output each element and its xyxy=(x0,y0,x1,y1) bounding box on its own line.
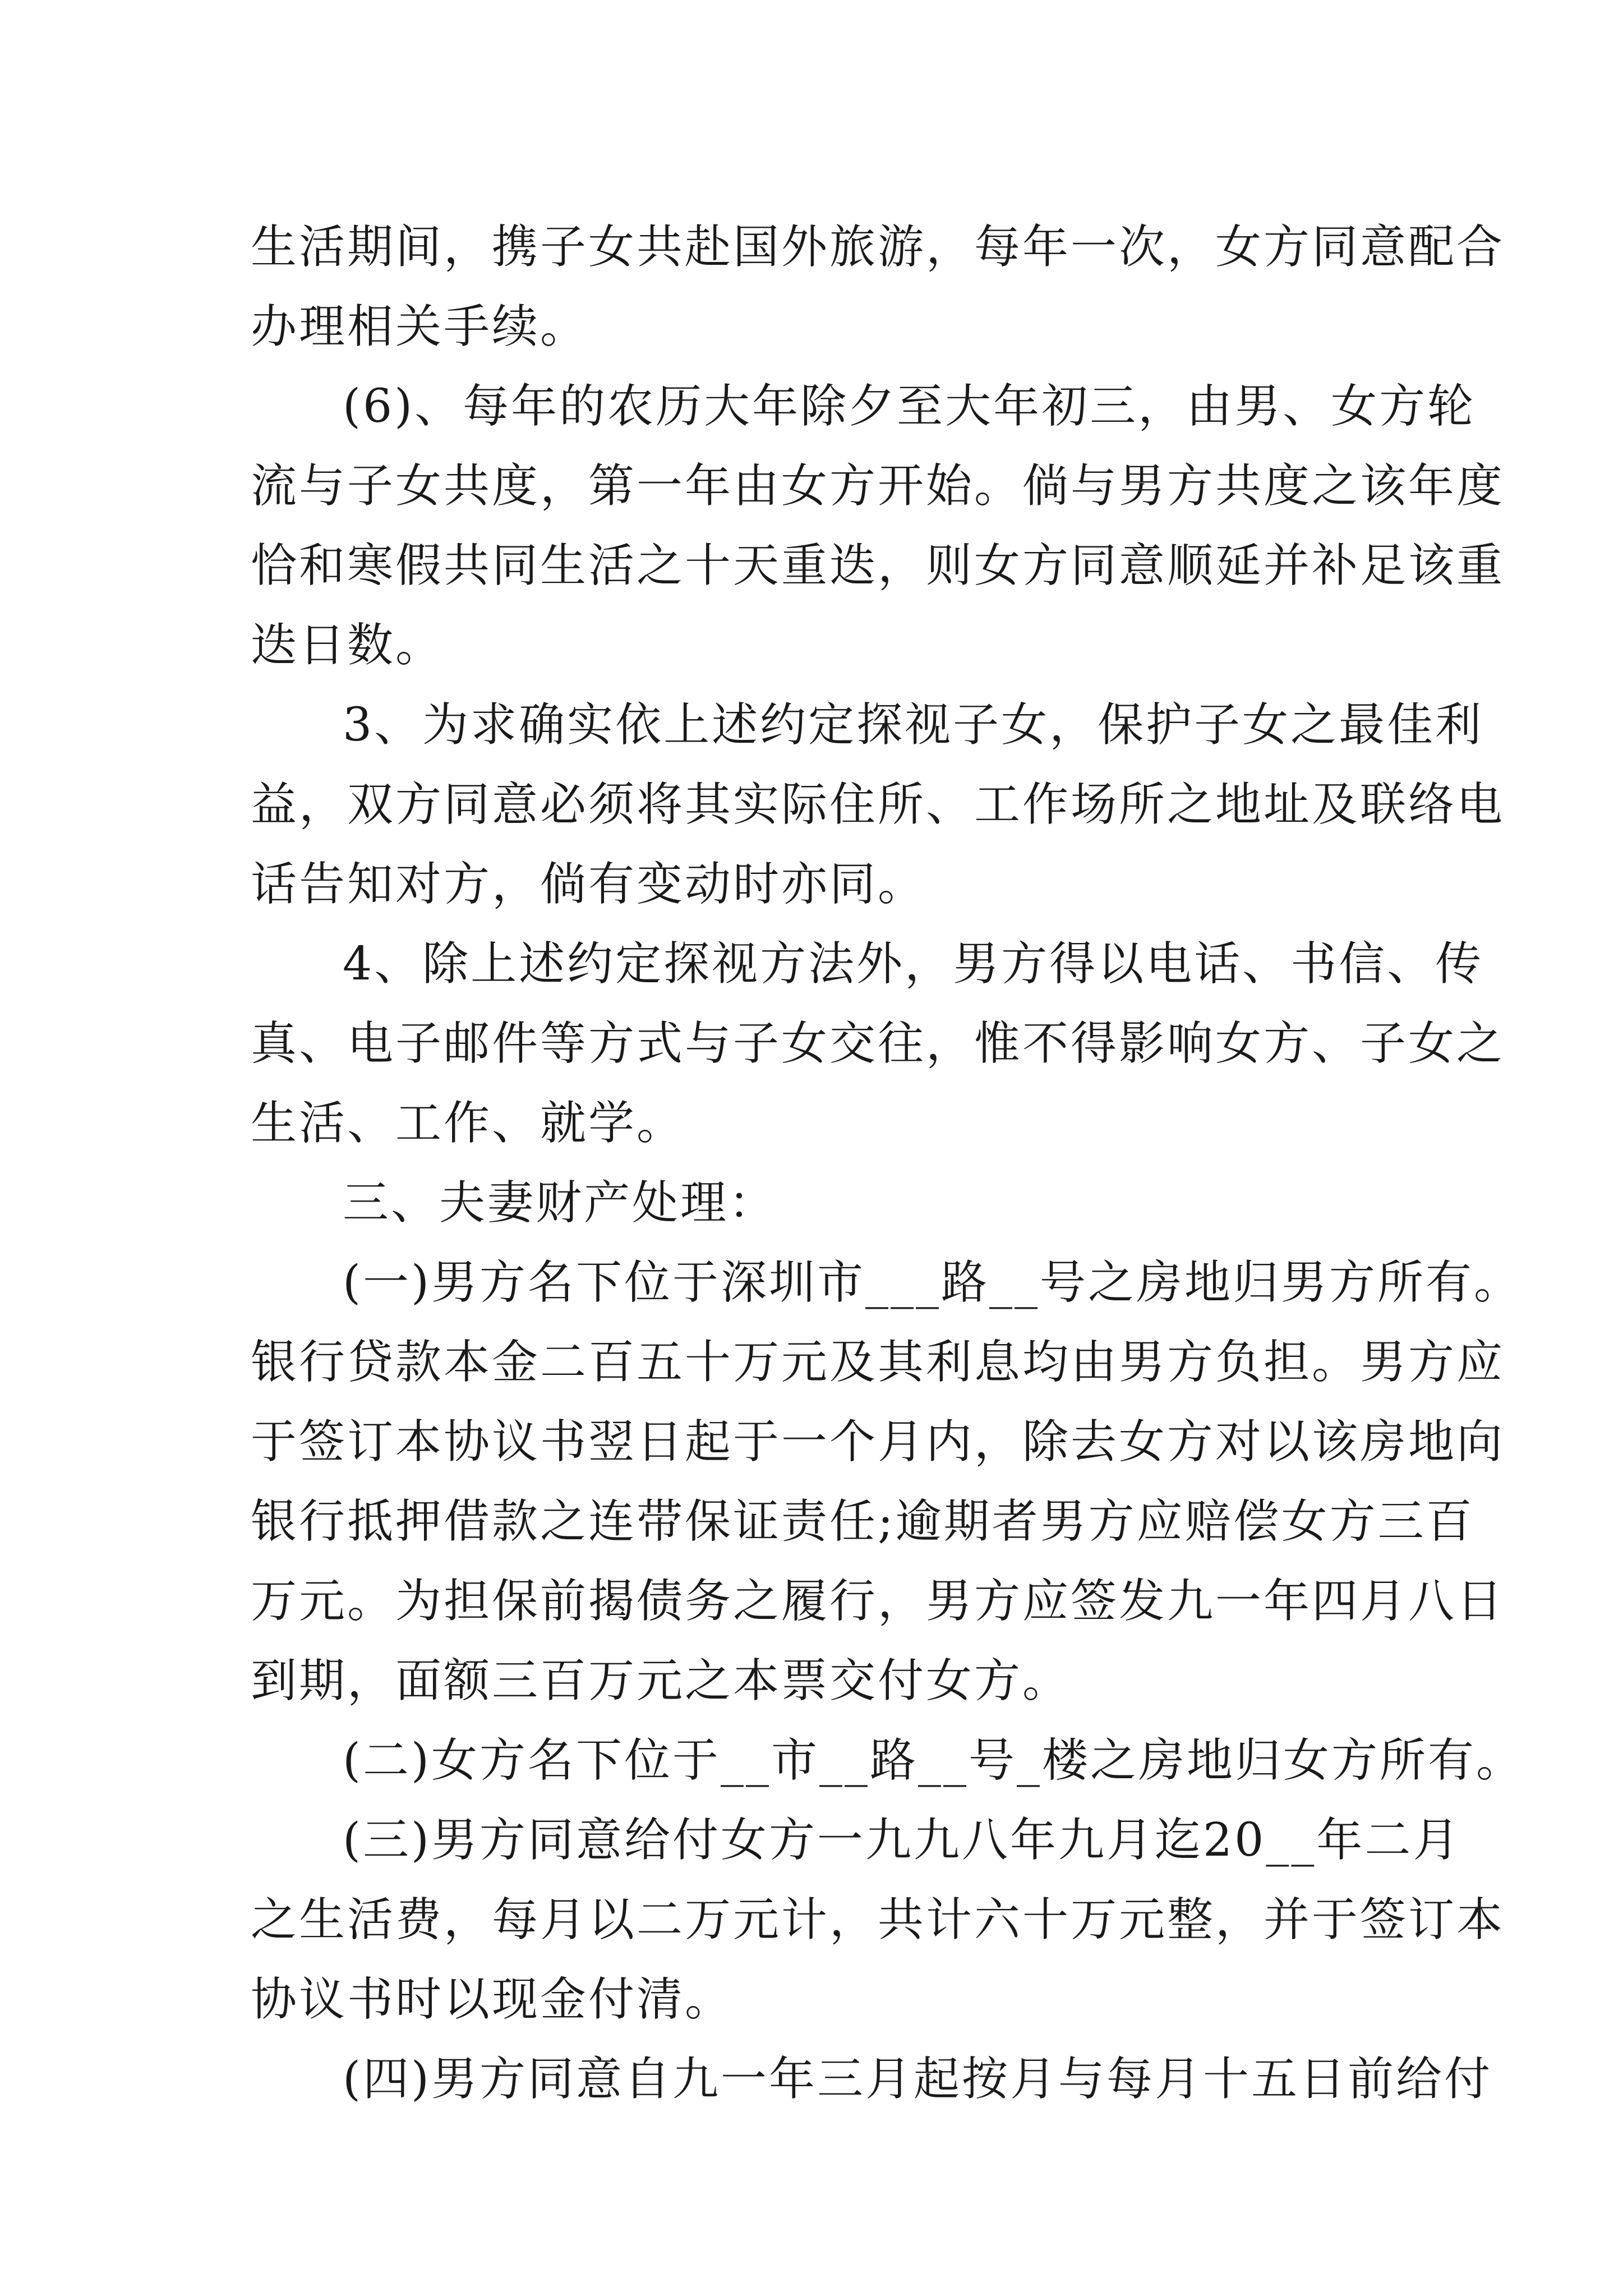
document-line: 万元。为担保前揭债务之履行，男方应签发九一年四月八日 xyxy=(251,1575,1505,1628)
document-line: 流与子女共度，第一年由女方开始。倘与男方共度之该年度 xyxy=(251,459,1505,513)
document-line: 恰和寒假共同生活之十天重迭，则女方同意顺延并补足该重 xyxy=(251,539,1505,592)
document-line: 办理相关手续。 xyxy=(251,300,589,353)
document-line: 迭日数。 xyxy=(251,619,444,672)
document-line: 生活期间，携子女共赴国外旅游，每年一次，女方同意配合 xyxy=(251,220,1505,274)
document-line: (6)、每年的农历大年除夕至大年初三，由男、女方轮 xyxy=(343,380,1476,433)
document-line: 4、除上述约定探视方法外，男方得以电话、书信、传 xyxy=(343,937,1484,991)
document-line: 生活、工作、就学。 xyxy=(251,1097,685,1150)
document-line: (二)女方名下位于__市__路__号_楼之房地归女方所有。 xyxy=(343,1734,1524,1787)
document-line: 协议书时以现金付清。 xyxy=(251,1973,734,2026)
document-line: 真、电子邮件等方式与子女交往，惟不得影响女方、子女之 xyxy=(251,1017,1505,1070)
document-line: 银行贷款本金二百五十万元及其利息均由男方负担。男方应 xyxy=(251,1336,1505,1389)
document-line: 三、夫妻财产处理： xyxy=(343,1176,777,1230)
document-line: 之生活费，每月以二万元计，共计六十万元整，并于签订本 xyxy=(251,1893,1505,1947)
document-line: 银行抵押借款之连带保证责任;逾期者男方应赔偿女方三百 xyxy=(251,1495,1474,1548)
document-line: 3、为求确实依上述约定探视子女，保护子女之最佳利 xyxy=(343,698,1484,752)
document-line: 于签订本协议书翌日起于一个月内，除去女方对以该房地向 xyxy=(251,1415,1505,1469)
document-line: (三)男方同意给付女方一九九八年九月迄20__年二月 xyxy=(343,1814,1461,1867)
document-line: (四)男方同意自九一年三月起按月与每月十五日前给付 xyxy=(343,2053,1492,2106)
document-line: 益，双方同意必须将其实际住所、工作场所之地址及联络电 xyxy=(251,778,1505,831)
document-line: (一)男方名下位于深圳市___路__号之房地归男方所有。 xyxy=(343,1256,1522,1309)
document-body xyxy=(251,208,1524,2119)
document-line: 话告知对方，倘有变动时亦同。 xyxy=(251,858,926,911)
document-line: 到期，面额三百万元之本票交付女方。 xyxy=(251,1654,1071,1708)
